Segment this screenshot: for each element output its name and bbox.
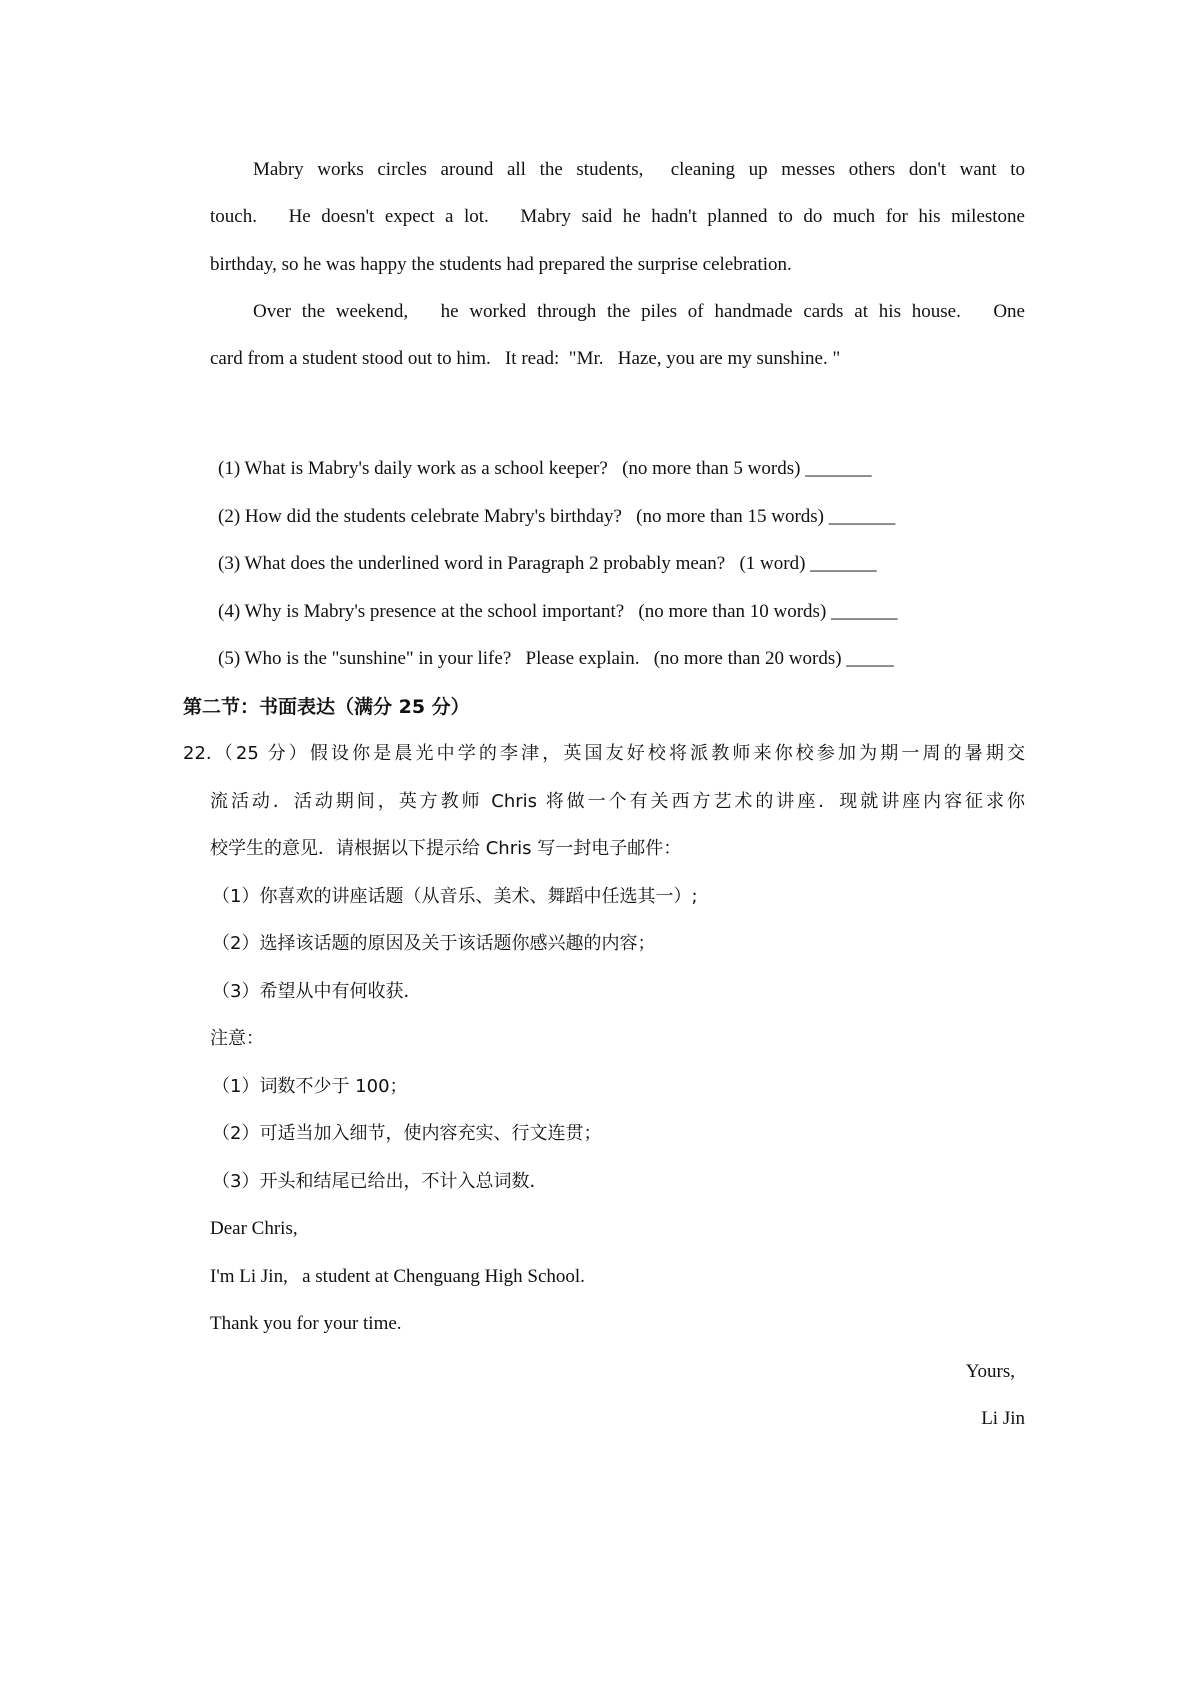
- task-line-1: 22.（25 分）假设你是晨光中学的李津，英国友好校将派教师来你校参加为期一周的暑期交: [183, 743, 1025, 764]
- passage-paragraph-1-line-1: Mabry works circles around all the students, cleaning up messes others don't want to: [253, 159, 1025, 180]
- task-line-3: 校学生的意见．请根据以下提示给 Chris 写一封电子邮件：: [210, 838, 682, 859]
- question-1: (1) What is Mabry's daily work as a school keeper? (no more than 5 words) _______: [218, 458, 872, 479]
- letter-salutation: Dear Chris,: [210, 1218, 298, 1239]
- note-3: （3）开头和结尾已给出，不计入总词数．: [212, 1171, 548, 1192]
- task-line-2: 流活动．活动期间，英方教师 Chris 将做一个有关西方艺术的讲座．现就讲座内容征求你: [210, 791, 1025, 812]
- passage-paragraph-1-line-2: touch. He doesn't expect a lot. Mabry said he hadn't planned to do much for his milestone: [210, 206, 1025, 227]
- question-2: (2) How did the students celebrate Mabry's birthday? (no more than 15 words) _______: [218, 506, 896, 527]
- question-5: (5) Who is the "sunshine" in your life? Please explain. (no more than 20 words) _____: [218, 648, 894, 669]
- note-2: （2）可适当加入细节，使内容充实、行文连贯；: [212, 1123, 602, 1144]
- letter-opening: I'm Li Jin, a student at Chenguang High School.: [210, 1266, 585, 1287]
- passage-paragraph-2-line-2: card from a student stood out to him. It read: "Mr. Haze, you are my sunshine. ": [210, 348, 841, 369]
- passage-paragraph-1-line-3: birthday, so he was happy the students had prepared the surprise celebration.: [210, 254, 792, 275]
- notes-label: 注意：: [210, 1028, 264, 1049]
- prompt-1: （1）你喜欢的讲座话题（从音乐、美术、舞蹈中任选其一）;: [212, 886, 698, 907]
- letter-sign-off: Yours,: [965, 1361, 1015, 1382]
- letter-signature: Li Jin: [981, 1408, 1025, 1429]
- question-3: (3) What does the underlined word in Paragraph 2 probably mean? (1 word) _______: [218, 553, 877, 574]
- note-1: （1）词数不少于 100；: [212, 1076, 408, 1097]
- letter-closing-line: Thank you for your time.: [210, 1313, 402, 1334]
- passage-paragraph-2-line-1: Over the weekend, he worked through the piles of handmade cards at his house. One: [253, 301, 1025, 322]
- prompt-2: （2）选择该话题的原因及关于该话题你感兴趣的内容；: [212, 933, 656, 954]
- prompt-3: （3）希望从中有何收获．: [212, 981, 422, 1002]
- section-heading: 第二节：书面表达（满分 25 分）: [183, 696, 470, 718]
- question-4: (4) Why is Mabry's presence at the school important? (no more than 10 words) _______: [218, 601, 898, 622]
